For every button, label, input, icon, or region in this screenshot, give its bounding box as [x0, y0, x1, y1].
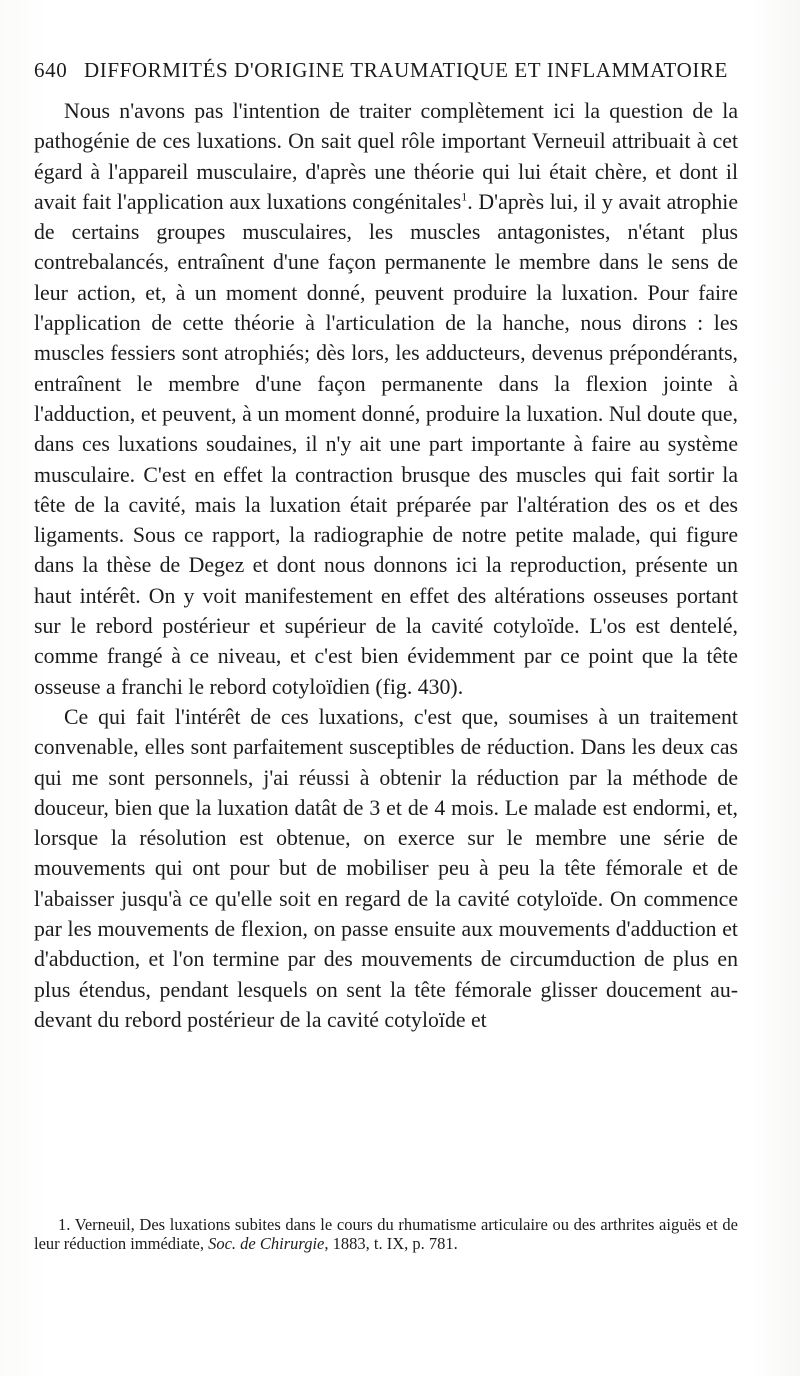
body-text [34, 96, 738, 1035]
footnote-text-before: Verneuil, Des luxations subites dans le cours du rhumatisme articulaire ou des arthrites aiguës et de leur réduction immédiate, [34, 1215, 739, 1253]
running-header [34, 58, 754, 83]
page-number: 640 [34, 58, 68, 82]
footnote-reference: 1 [461, 189, 468, 204]
paragraph-1 [34, 96, 738, 702]
paragraph-2: Ce qui fait l'intérêt de ces luxations, c'est que, soumises à un traitement convenable, elles sont parfaitement susceptibles de réduction. Dans les deux cas qui me sont personnels, j'ai réussi à obtenir la réduction par la méthode de douceur, bien que la luxation datât de 3 et de 4 mois. Le malade est endormi, et, lorsque la résolution est obtenue, on exerce sur le membre une série de mouvements qui ont pour but de mobiliser peu à peu la tête fémorale et de l'abaisser jusqu'à ce qu'elle soit en regard de la cavité cotyloïde. On commence par les mouvements de flexion, on passe ensuite aux mouvements d'adduction et d'abduction, et l'on termine par des mouvements de circumduction de plus en plus étendus, pendant lesquels on sent la tête fémorale glisser doucement au-devant du rebord postérieur de la cavité cotyloïde et [34, 704, 738, 1032]
footnote [34, 1216, 738, 1253]
footnote-text-after: , 1883, t. IX, p. 781. [324, 1233, 458, 1253]
running-title: DIFFORMITÉS D'ORIGINE TRAUMATIQUE ET INFLAMMATOIRE [84, 58, 728, 82]
paragraph-1-part-2: . D'après lui, il y avait atrophie de certains groupes musculaires, les muscles antagonistes, n'étant plus contrebalancés, entraînent d'une façon permanente le membre dans le sens de leur action, et, à un moment donné, peuvent produire la luxation. Pour faire l'application de cette théorie à l'articulation de la hanche, nous dirons : les muscles fessiers sont atrophiés; dès lors, les adducteurs, devenus prépondérants, entraînent le membre d'une façon permanente dans la flexion jointe à l'adduction, et peuvent, à un moment donné, produire la luxation. Nul doute que, dans ces luxations soudaines, il n'y ait une part importante à faire au système musculaire. C'est en effet la contraction brusque des muscles qui fait sortir la tête de la cavité, mais la luxation était préparée par l'altération des os et des ligaments. Sous ce rapport, la radiographie de notre petite malade, qui figure dans la thèse de Degez et dont nous donnons ici la reproduction, présente un haut intérêt. On y voit manifestement en effet des altérations osseuses portant sur le rebord postérieur et supérieur de la cavité cotyloïde. L'os est dentelé, comme frangé à ce niveau, et c'est bien évidemment par ce point que la tête osseuse a franchi le rebord cotyloïdien (fig. 430). [34, 189, 738, 699]
footnote-number: 1. [58, 1215, 71, 1234]
paragraph-1-part-1: Nous n'avons pas l'intention de traiter complètement ici la question de la pathogénie de ces luxations. On sait quel rôle important Verneuil attribuait à cet égard à l'appareil musculaire, d'après une théorie qui lui était chère, et dont il avait fait l'application aux luxations congénitales [34, 99, 738, 214]
footnote-journal: Soc. de Chirurgie [208, 1233, 325, 1253]
